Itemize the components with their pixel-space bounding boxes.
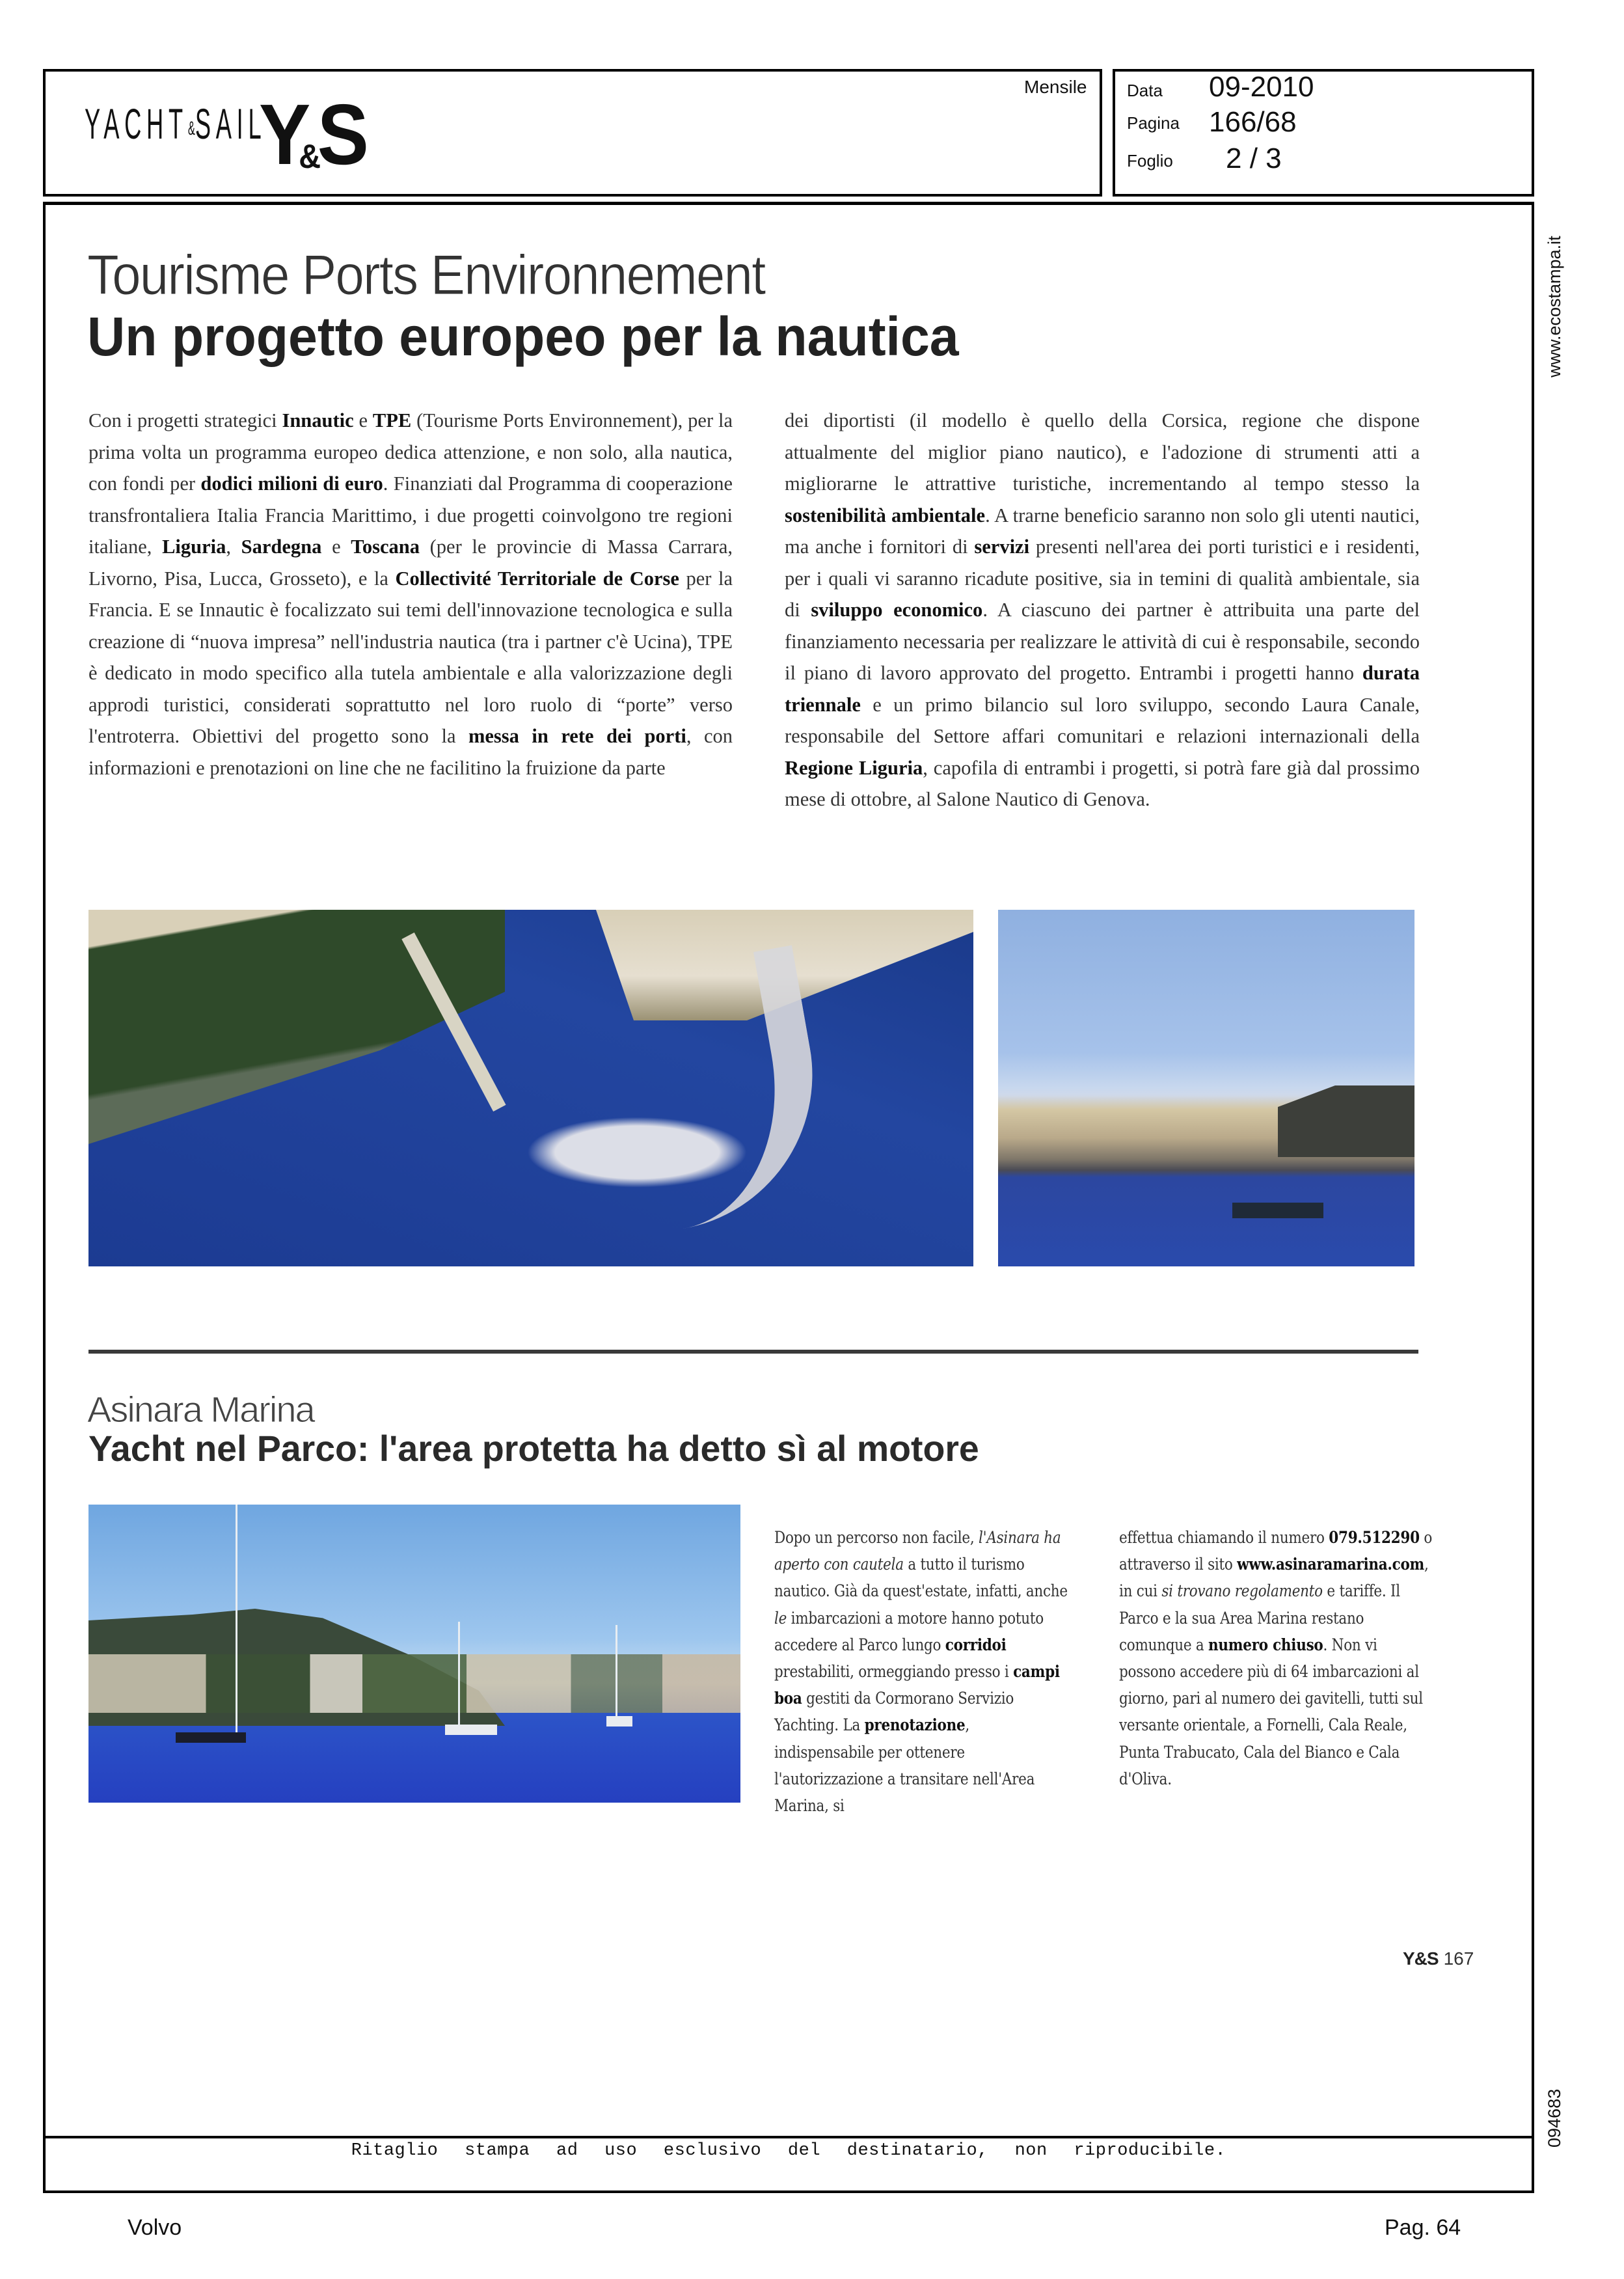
text-run: , capofila di entrambi i progetti, si potrà fare già dal prossimo mese di ottobre, al Salone Nautico di Genova. bbox=[785, 756, 1420, 810]
text-run: prestabiliti, ormeggiando presso i bbox=[774, 1662, 1014, 1682]
emphasis: messa in rete dei porti bbox=[468, 725, 686, 747]
logo-mark-amp: & bbox=[299, 138, 318, 176]
emphasis: corridoi bbox=[945, 1635, 1007, 1654]
text-run: o attraverso il sito bbox=[1119, 1528, 1433, 1574]
italic-run: si trovano regolamento bbox=[1161, 1581, 1323, 1601]
foglio-label: Foglio bbox=[1127, 151, 1173, 171]
logo-mark-y: Y bbox=[259, 87, 299, 182]
photo-asinara-anchorage bbox=[88, 1505, 740, 1803]
emphasis: 079.512290 bbox=[1329, 1528, 1420, 1547]
clipping-code-text: 094683 bbox=[1545, 2088, 1564, 2148]
italic-run: l'Asinara ha aperto con cautela bbox=[774, 1528, 1061, 1574]
text-run: (Tourisme Ports Environnement), per la prima volta un programma europeo dedica attenzione, e non solo, alla nautica, con fondi per bbox=[88, 409, 733, 495]
photo-hull bbox=[445, 1725, 497, 1735]
text-run: , con informazioni e prenotazioni on line che ne facilitino la fruizione da parte bbox=[88, 725, 733, 779]
photo-boat bbox=[1232, 1203, 1323, 1218]
article1-headline: Un progetto europeo per la nautica bbox=[87, 306, 959, 367]
article2-column-2 bbox=[1119, 1524, 1433, 1792]
text-run: . A ciascuno dei partner è attribuita una parte del finanziamento necessaria per realizzare le attività di cui è responsabile, secondo il piano di lavoro approvato del progetto. Entrambi i progetti hanno bbox=[785, 599, 1420, 684]
emphasis: TPE bbox=[372, 409, 412, 431]
emphasis: sviluppo economico bbox=[811, 599, 983, 621]
italic-run: le bbox=[774, 1608, 787, 1628]
emphasis: prenotazione bbox=[864, 1715, 966, 1735]
logo-mark-s: S bbox=[317, 87, 357, 182]
emphasis: campi boa bbox=[774, 1662, 1060, 1708]
text-run: e un primo bilancio sul loro sviluppo, secondo Laura Canale, responsabile del Settore affari comunitari e relazioni internazionali della bbox=[785, 693, 1420, 747]
clipping-code bbox=[1545, 2076, 1571, 2148]
page-signature-brand: Y&S bbox=[1403, 1948, 1439, 1969]
emphasis: sostenibilità ambientale bbox=[785, 504, 986, 526]
logo-ampersand: & bbox=[187, 118, 195, 139]
emphasis: servizi bbox=[974, 536, 1030, 558]
text-run: effettua chiamando il numero bbox=[1119, 1528, 1329, 1547]
page-number: 167 bbox=[1443, 1948, 1474, 1969]
text-run: imbarcazioni a motore hanno potuto accedere al Parco lungo bbox=[774, 1608, 1044, 1654]
outer-page-number: Pag. 64 bbox=[1385, 2215, 1461, 2240]
section-divider bbox=[88, 1350, 1418, 1354]
copyright-notice: Ritaglio stampa ad uso esclusivo del destinatario, non riproducibile. bbox=[351, 2141, 1226, 2161]
text-run: e bbox=[321, 536, 351, 558]
footer-rule bbox=[43, 2136, 1534, 2138]
page-signature bbox=[1403, 1948, 1474, 1969]
emphasis: Sardegna bbox=[241, 536, 322, 558]
text-run: , indispensabile per ottenere l'autorizzazione a transitare nell'Area Marina, si bbox=[774, 1715, 1035, 1816]
photo-harbor-waterfront bbox=[998, 910, 1414, 1266]
logo-word-yacht: YACHT bbox=[85, 100, 188, 148]
publication-logo-wordmark bbox=[85, 91, 266, 156]
photo-mast bbox=[616, 1625, 617, 1723]
photo-marina-aerial bbox=[88, 910, 973, 1266]
ecostampa-url bbox=[1545, 215, 1571, 377]
emphasis: durata triennale bbox=[785, 662, 1420, 716]
ecostampa-text: www.ecostampa.it bbox=[1545, 236, 1564, 377]
article2-kicker: Asinara Marina bbox=[87, 1389, 314, 1430]
text-run: . Finanziati dal Programma di cooperazione transfrontaliera Italia Francia Marittimo, i due progetti coinvolgono tre regioni italiane, bbox=[88, 472, 733, 558]
article2-headline: Yacht nel Parco: l'area protetta ha detto sì al motore bbox=[88, 1428, 979, 1469]
text-run: Dopo un percorso non facile, bbox=[774, 1528, 979, 1547]
text-run: gestiti da Cormorano Servizio Yachting. La bbox=[774, 1689, 1014, 1735]
article2-column-1 bbox=[774, 1524, 1071, 1819]
emphasis: Regione Liguria bbox=[785, 756, 923, 779]
article1-column-1 bbox=[88, 405, 733, 784]
data-label: Data bbox=[1127, 81, 1163, 100]
emphasis: dodici milioni di euro bbox=[200, 472, 383, 495]
emphasis: numero chiuso bbox=[1208, 1635, 1323, 1654]
text-run: dei diportisti (il modello è quello della Corsica, regione che dispone attualmente del miglior piano nautico), e l'adozione di strumenti atti a migliorarne le attrattive turistiche, incrementando al tempo stesso la bbox=[785, 409, 1420, 495]
logo-word-sail: SAIL bbox=[195, 100, 267, 148]
client-name: Volvo bbox=[128, 2215, 182, 2240]
photo-mast bbox=[236, 1505, 237, 1739]
text-run: , in cui bbox=[1119, 1555, 1429, 1601]
text-run: per la Francia. E se Innautic è focalizzato sui temi dell'innovazione tecnologica e sulla creazione di “nuova impresa” nell'industria nautica (tra i partner c'è Ucina), TPE è dedicato in modo specifico alla tutela ambientale e alla valorizzazione degli approdi turistici, considerati soprattutto nel loro ruolo di “porte” verso l'entroterra. Obiettivi del progetto sono la bbox=[88, 567, 733, 747]
photo-hull bbox=[176, 1732, 246, 1743]
photo-shore-buildings bbox=[88, 1654, 740, 1713]
emphasis: www.asinaramarina.com bbox=[1237, 1555, 1425, 1574]
pagina-label: Pagina bbox=[1127, 113, 1180, 133]
text-run: e tariffe. Il Parco e la sua Area Marina restano comunque a bbox=[1119, 1581, 1400, 1654]
emphasis: Innautic bbox=[282, 409, 354, 431]
photo-hull bbox=[606, 1716, 632, 1726]
photo-mast bbox=[458, 1622, 460, 1726]
text-run: Con i progetti strategici bbox=[88, 409, 282, 431]
pagina-value: 166/68 bbox=[1209, 106, 1297, 138]
emphasis: Collectivité Territoriale de Corse bbox=[395, 567, 679, 590]
text-run: , bbox=[226, 536, 241, 558]
text-run: . Non vi possono accedere più di 64 imbarcazioni al giorno, pari al numero dei gavitelli, tutti sul versante orientale, a Fornelli, Cala Reale, Punta Trabucato, Cala del Bianco e Cala d'Oliva. bbox=[1119, 1635, 1423, 1788]
text-run: e bbox=[353, 409, 373, 431]
text-run: . A trarne beneficio saranno non solo gli utenti nautici, ma anche i fornitori di bbox=[785, 504, 1420, 558]
data-value: 09-2010 bbox=[1209, 71, 1314, 103]
photo-fortress-hill bbox=[1278, 1085, 1414, 1157]
emphasis: Liguria bbox=[162, 536, 226, 558]
emphasis: Toscana bbox=[351, 536, 420, 558]
foglio-value: 2 / 3 bbox=[1226, 143, 1282, 174]
text-run: presenti nell'area dei porti turistici e i residenti, per i quali vi saranno ricadute positive, sia in temini di qualità ambientale, sia di bbox=[785, 536, 1420, 621]
frequency-label: Mensile bbox=[1024, 77, 1087, 97]
publication-logo-mark bbox=[259, 87, 357, 182]
text-run: a tutto il turismo nautico. Già da quest'estate, infatti, anche bbox=[774, 1555, 1068, 1601]
article1-kicker: Tourisme Ports Environnement bbox=[87, 244, 765, 307]
article1-column-2 bbox=[785, 405, 1420, 815]
text-run: (per le provincie di Massa Carrara, Livorno, Pisa, Lucca, Grosseto), e la bbox=[88, 536, 733, 590]
